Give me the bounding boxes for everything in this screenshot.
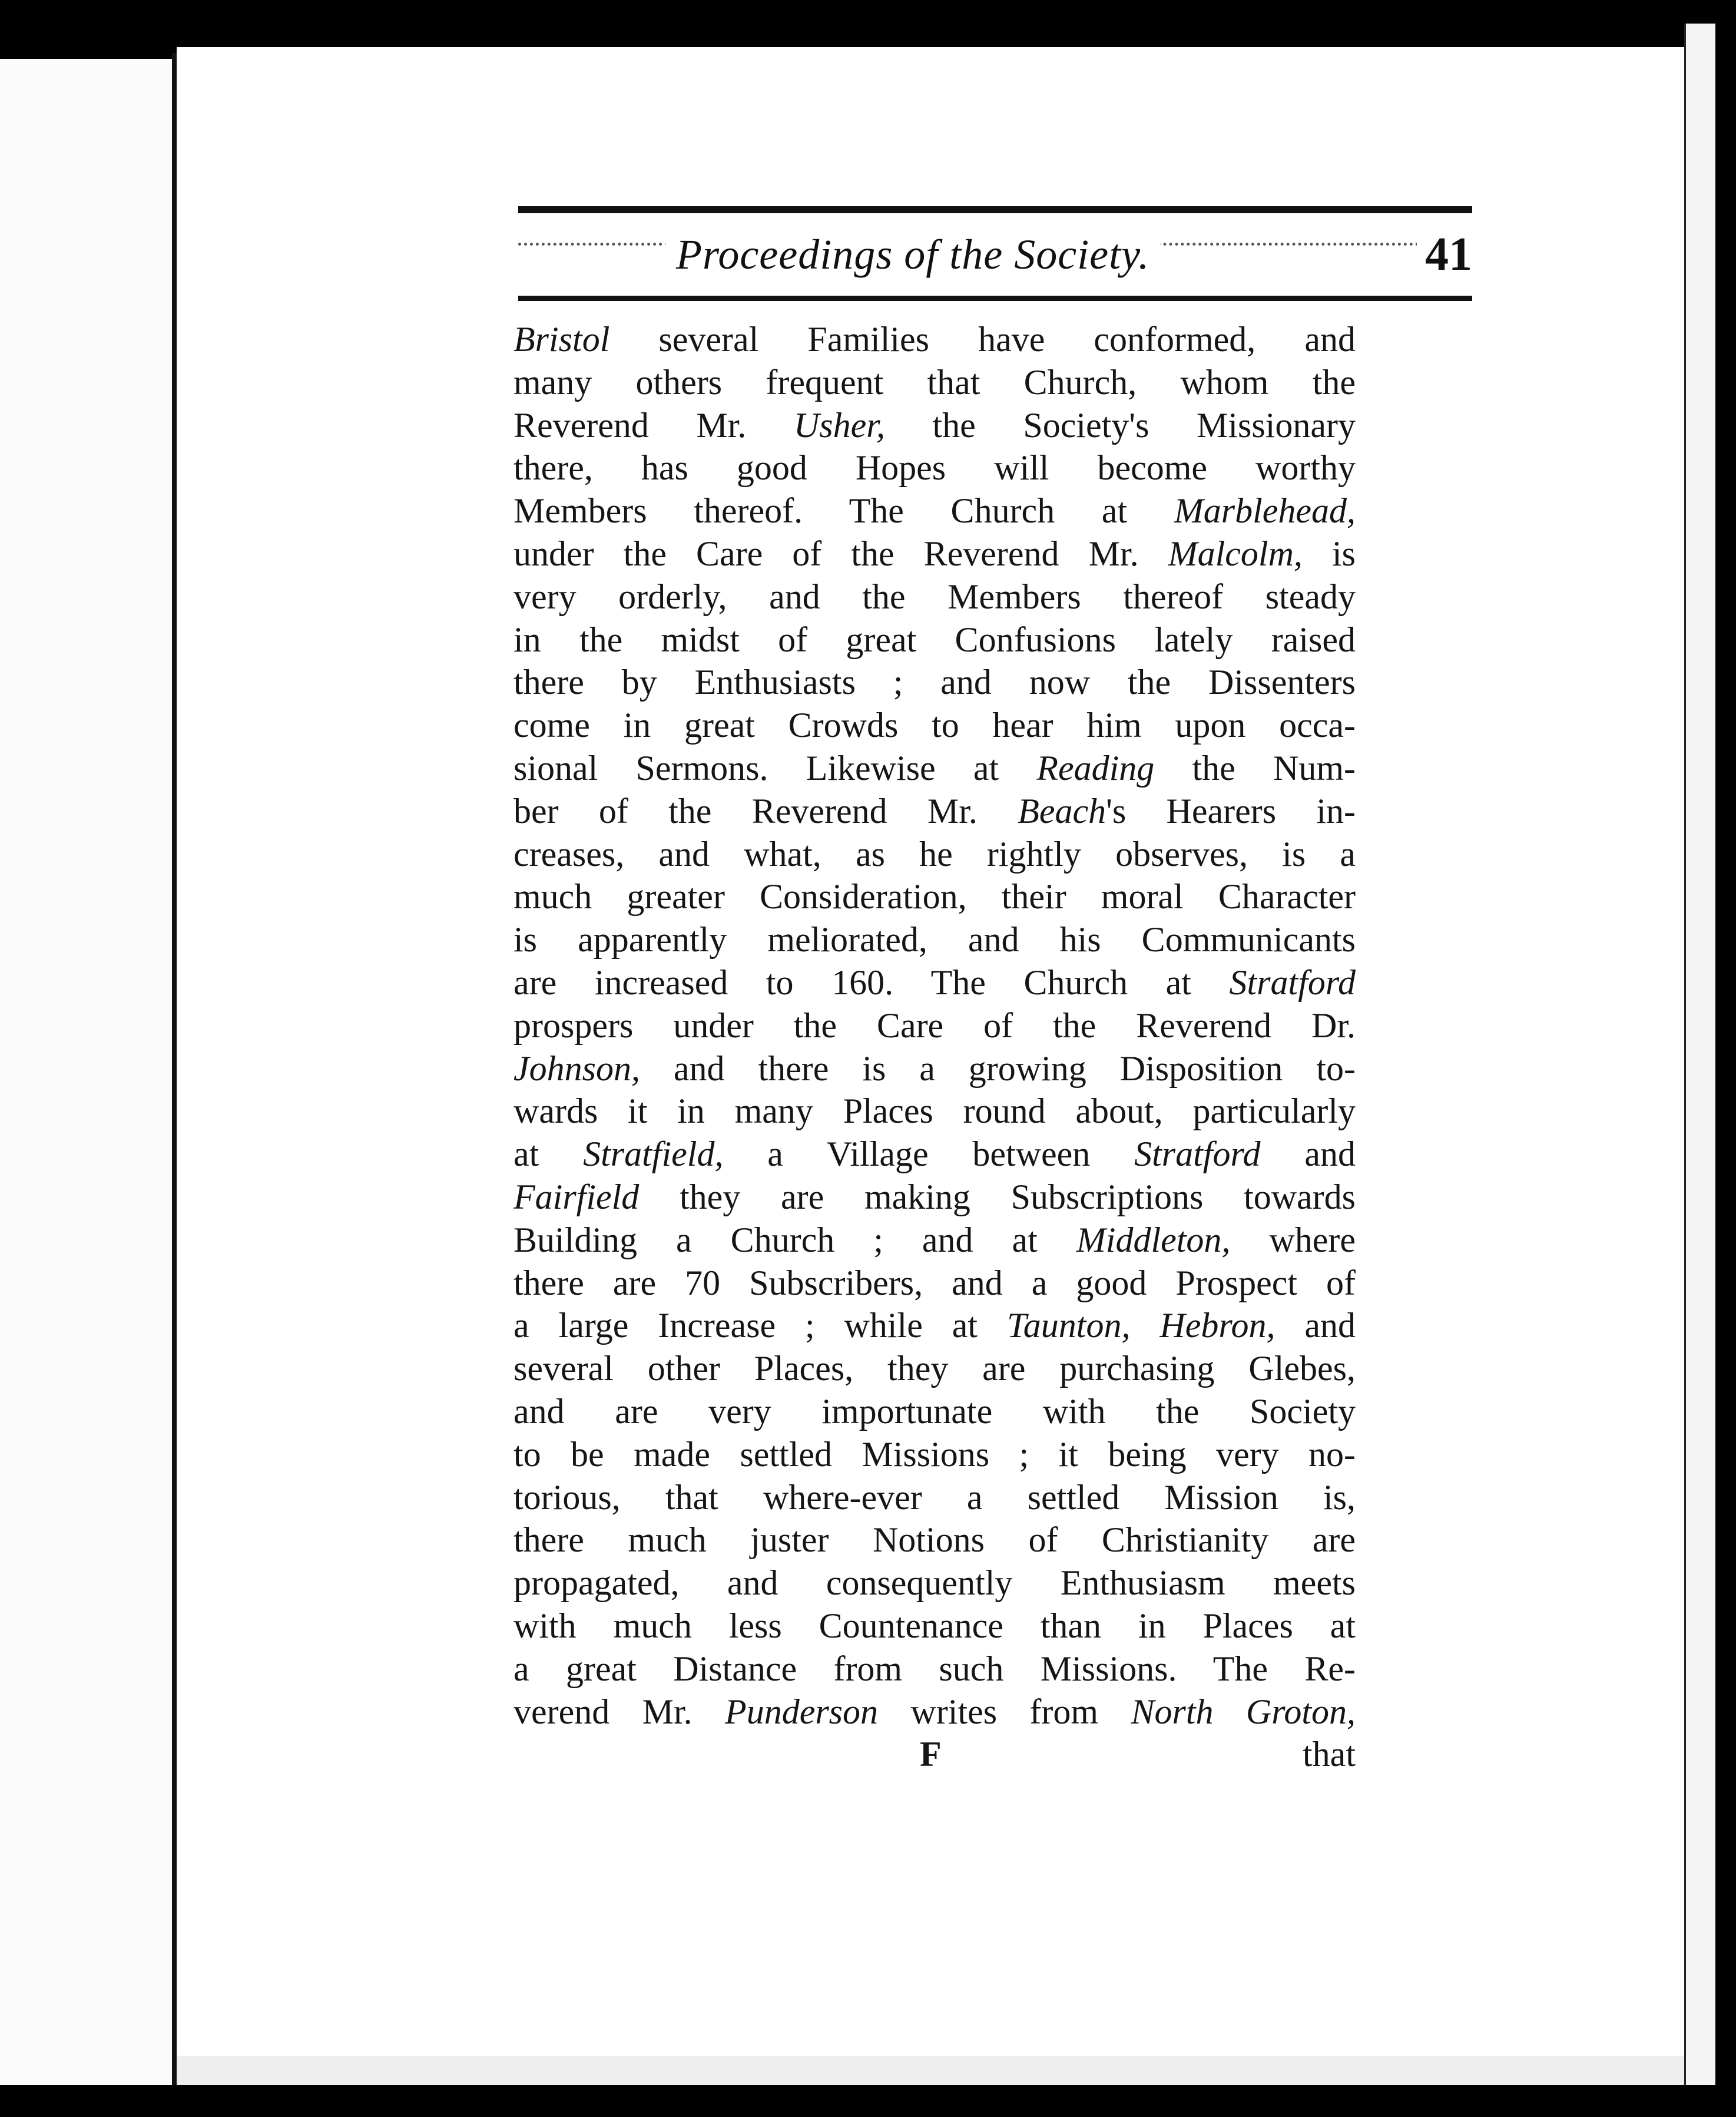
text-run: in the midst of great Confusions lately raised xyxy=(513,620,1356,659)
text-line xyxy=(513,1562,1356,1605)
text-run: they are making Subscriptions towards xyxy=(639,1177,1356,1216)
italic-text: Usher, xyxy=(793,405,885,445)
italic-text: Hebron, xyxy=(1159,1306,1276,1345)
text-line xyxy=(513,489,1356,532)
text-line xyxy=(513,1262,1356,1305)
text-run xyxy=(1130,1306,1159,1345)
text-run: writes from xyxy=(878,1692,1131,1731)
text-line xyxy=(513,961,1356,1004)
text-run: a large Increase ; while at xyxy=(513,1306,1007,1345)
text-line xyxy=(513,918,1356,961)
text-run: very orderly, and the Members thereof steady xyxy=(513,577,1356,616)
text-line xyxy=(513,318,1356,361)
text-run: the Society's Missionary xyxy=(884,405,1356,445)
text-line xyxy=(513,361,1356,404)
italic-text: Stratford xyxy=(1229,962,1356,1002)
text-line xyxy=(513,1004,1356,1047)
italic-text: Punderson xyxy=(725,1692,879,1731)
text-run: and are very importunate with the Society xyxy=(513,1391,1356,1431)
body-text xyxy=(513,318,1356,1776)
text-line xyxy=(513,1047,1356,1090)
header-rule-bottom xyxy=(518,296,1472,301)
text-run: there much juster Notions of Christianity are xyxy=(513,1520,1356,1560)
text-line xyxy=(513,1390,1356,1433)
text-run: torious, that where-ever a settled Mission is, xyxy=(513,1477,1356,1517)
text-line xyxy=(513,747,1356,790)
text-run: 's Hearers in- xyxy=(1106,791,1356,831)
page-edge-right xyxy=(1684,24,1715,2085)
text-run: to be made settled Missions ; it being very no- xyxy=(513,1434,1356,1474)
text-run: Reverend Mr. xyxy=(513,405,794,445)
text-line xyxy=(513,1476,1356,1519)
text-line xyxy=(513,1304,1356,1347)
text-line xyxy=(513,446,1356,489)
text-run: prospers under the Care of the Reverend Dr. xyxy=(513,1005,1356,1045)
text-run: Building a Church ; and at xyxy=(513,1220,1076,1259)
text-run: wards it in many Places round about, particularly xyxy=(513,1091,1356,1131)
text-run: a Village between xyxy=(723,1134,1135,1174)
text-line xyxy=(513,1648,1356,1691)
text-line xyxy=(513,875,1356,918)
text-line xyxy=(513,704,1356,747)
text-line xyxy=(513,661,1356,704)
text-run: there, has good Hopes will become worthy xyxy=(513,448,1356,488)
text-run: and xyxy=(1275,1306,1356,1345)
italic-text: Middleton, xyxy=(1076,1220,1231,1259)
italic-text: Malcolm, xyxy=(1168,534,1303,573)
page-number: 41 xyxy=(1417,219,1472,290)
italic-text: North Groton, xyxy=(1131,1692,1356,1731)
text-run: and there is a growing Disposition to- xyxy=(640,1048,1356,1088)
text-run: ber of the Reverend Mr. xyxy=(513,791,1018,831)
text-run: is apparently meliorated, and his Communicants xyxy=(513,920,1356,960)
italic-text: Bristol xyxy=(513,320,610,359)
page-footer-line xyxy=(513,1733,1356,1776)
text-run: a great Distance from such Missions. The Re- xyxy=(513,1649,1356,1688)
text-run: is xyxy=(1302,534,1356,573)
text-run: there by Enthusiasts ; and now the Dissenters xyxy=(513,663,1356,702)
text-line xyxy=(513,575,1356,618)
signature-mark: F xyxy=(920,1735,942,1774)
running-head xyxy=(518,219,1472,290)
text-run: much greater Consideration, their moral Character xyxy=(513,877,1356,917)
text-line xyxy=(513,1133,1356,1176)
text-run: verend Mr. xyxy=(513,1692,725,1731)
text-line xyxy=(513,532,1356,575)
text-run: the Num- xyxy=(1154,748,1356,788)
text-run: sional Sermons. Likewise at xyxy=(513,748,1037,788)
text-run: several Families have conformed, and xyxy=(609,320,1356,359)
italic-text: Fairfield xyxy=(513,1177,640,1216)
text-run: come in great Crowds to hear him upon occa- xyxy=(513,706,1356,745)
text-run: at xyxy=(513,1134,584,1174)
italic-text: Stratfield, xyxy=(583,1134,724,1174)
facing-page-edge xyxy=(0,59,173,2085)
text-run: many others frequent that Church, whom the xyxy=(513,362,1356,402)
text-line xyxy=(513,1605,1356,1648)
text-line xyxy=(513,618,1356,661)
book-gutter xyxy=(172,53,177,2085)
text-line xyxy=(513,790,1356,833)
text-line xyxy=(513,1433,1356,1476)
text-run: propagated, and consequently Enthusiasm meets xyxy=(513,1563,1356,1603)
text-run: Members thereof. The Church at xyxy=(513,491,1174,531)
text-run: where xyxy=(1230,1220,1356,1259)
text-run: are increased to 160. The Church at xyxy=(513,962,1230,1002)
italic-text: Beach xyxy=(1018,791,1106,831)
header-rule-top xyxy=(518,206,1472,213)
text-run: there are 70 Subscribers, and a good Prospect of xyxy=(513,1263,1356,1302)
running-title: Proceedings of the Society. xyxy=(665,219,1160,290)
text-line xyxy=(513,833,1356,876)
italic-text: Stratford xyxy=(1134,1134,1261,1174)
text-run: creases, and what, as he rightly observes, is a xyxy=(513,834,1356,874)
text-line xyxy=(513,1347,1356,1390)
page-edge-bottom xyxy=(177,2056,1684,2085)
text-run: with much less Countenance than in Places at xyxy=(513,1606,1356,1645)
text-line xyxy=(513,1519,1356,1562)
text-line xyxy=(513,404,1356,447)
text-line xyxy=(513,1176,1356,1219)
text-run: several other Places, they are purchasing Glebes, xyxy=(513,1349,1356,1388)
text-line xyxy=(513,1219,1356,1262)
italic-text: Taunton, xyxy=(1006,1306,1131,1345)
text-run: under the Care of the Reverend Mr. xyxy=(513,534,1168,573)
italic-text: Reading xyxy=(1036,748,1155,788)
italic-text: Johnson, xyxy=(513,1048,640,1088)
text-line xyxy=(513,1090,1356,1133)
text-line xyxy=(513,1691,1356,1734)
italic-text: Marblehead, xyxy=(1174,491,1356,531)
catchword: that xyxy=(1303,1735,1356,1774)
text-run: and xyxy=(1260,1134,1356,1174)
